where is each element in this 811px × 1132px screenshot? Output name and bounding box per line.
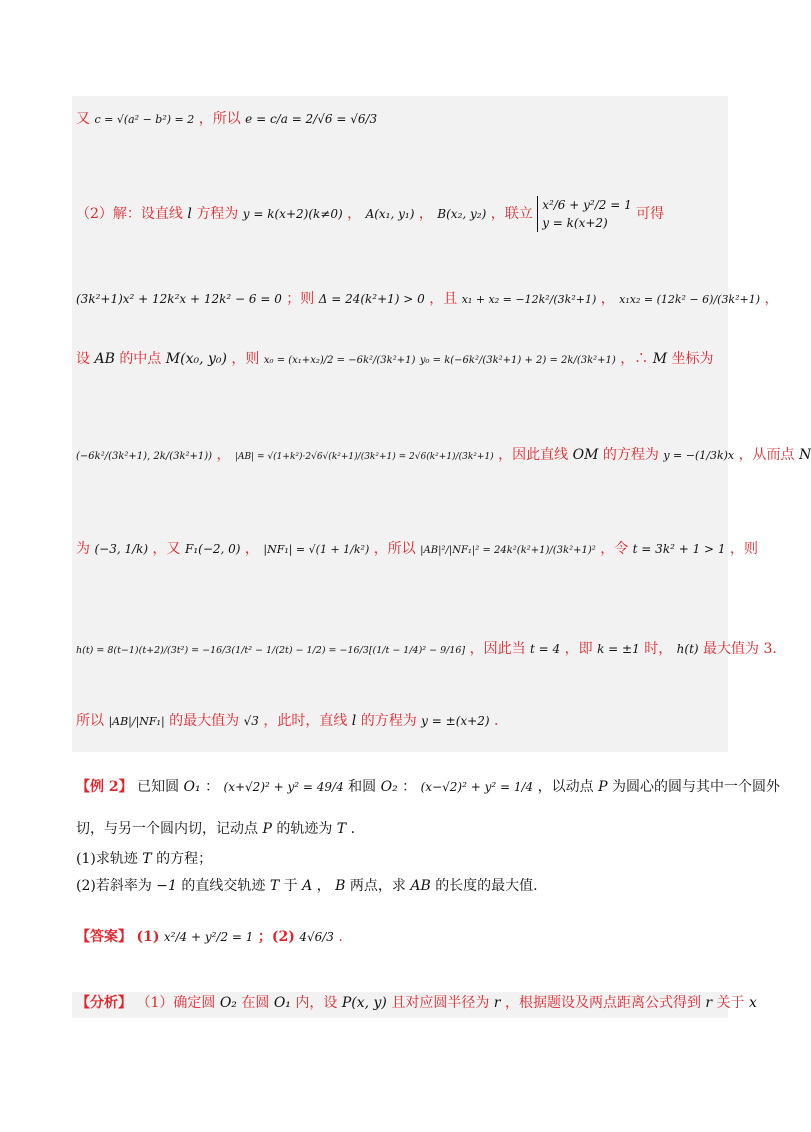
question-2 <box>76 877 734 895</box>
math-q2-AB: AB <box>410 878 431 894</box>
text-colon-2: ： <box>402 779 417 795</box>
text-q1-end: 的方程； <box>156 851 213 867</box>
math-final-eq: y = ±(x+2) <box>421 714 490 728</box>
text-and-circle: 和圆 <box>348 779 377 795</box>
math-ratio: |AB|²/|NF₁|² = 24k²(k²+1)/(3k²+1)² <box>420 545 596 556</box>
analysis-tag: 【分析】 <box>76 995 132 1011</box>
example-line-2 <box>76 820 734 838</box>
text-period: . <box>493 713 499 729</box>
math-q2-A: A <box>302 878 313 894</box>
math-q2-T: T <box>269 878 280 894</box>
answer-tag: 【答案】 <box>76 929 132 945</box>
text-here: ，此时，直线 <box>263 713 348 729</box>
math-circle-2: (x−√2)² + y² = 1/4 <box>420 780 534 794</box>
system-eq-1: x²/6 + y²/2 = 1 <box>542 198 632 212</box>
text-midpoint: 的中点 <box>119 351 162 367</box>
example-tag: 【例 2】 <box>76 779 133 795</box>
math-delta: Δ = 24(k²+1) > 0 <box>318 292 425 306</box>
math-eccentricity: e = c/a = 2/√6 = √6/3 <box>245 112 378 126</box>
math-q2-B: B <box>335 878 346 894</box>
example-line-1 <box>76 778 780 796</box>
math-an-x: x <box>749 995 757 1011</box>
math-F1: F₁(−2, 0) <box>185 542 241 556</box>
math-sqrt3: √3 <box>243 714 259 728</box>
text-an5: ，根据题设及两点距离公式得到 <box>504 995 701 1011</box>
math-y0: y₀ = k(−6k²/(3k²+1) + 2) = 2k/(3k²+1) <box>419 355 616 366</box>
math-answer-1: x²/4 + y²/2 = 1 <box>163 930 254 944</box>
math-T: T <box>336 821 347 837</box>
math-slope: −1 <box>156 878 177 894</box>
text-q2c: 于 <box>283 878 298 894</box>
text-let: 设 <box>76 351 90 367</box>
text-q2b: 的直线交轨迹 <box>181 878 266 894</box>
math-P: P <box>598 779 608 795</box>
math-l: l <box>187 206 192 222</box>
math-OM: OM <box>572 447 599 463</box>
text-colon: ： <box>205 779 220 795</box>
math-answer-2: 4√6/3 <box>299 930 334 944</box>
text-then-3: ，则 <box>729 541 758 557</box>
text-then-2: ，则 <box>231 351 260 367</box>
text-eq-of-2: 的方程为 <box>360 713 417 729</box>
text-an2: 在圆 <box>241 995 270 1011</box>
answer-line <box>76 928 734 946</box>
solution-om-line: (−6k²/(3k²+1), 2k/(3k²+1)) ， |AB| = √(1+k²)·2√6√(k²+1)/(3k²+1) = 2√6(k²+1)/(3k²+1) ，因此直线 OM 的方程为 y = −(1/3k)x ，从而点 N <box>76 447 811 463</box>
text-an6: 关于 <box>716 995 745 1011</box>
math-t: t = 3k² + 1 > 1 <box>632 542 726 556</box>
text-is: 为 <box>76 541 90 557</box>
math-quadratic: (3k²+1)x² + 12k²x + 12k² − 6 = 0 <box>76 292 282 306</box>
text-therefore: ，∴ <box>620 351 649 367</box>
math-line-eq: y = k(x+2)(k≠0) <box>242 207 343 221</box>
text-a1: (1) <box>136 929 160 945</box>
text-so-2: ，所以 <box>373 541 416 557</box>
solution-n-line: 为 (−3, 1/k) ，又 F₁(−2, 0) ， |NF₁| = √(1 + 1/k²) ，所以 |AB|²/|NF₁|² = 24k²(k²+1)/(3k²+1)² ，令 t = 3k² + 1 > 1 ，则 <box>76 541 758 557</box>
text-q2f: 的长度的最大值. <box>435 878 538 894</box>
solution-line-1 <box>76 110 734 129</box>
text-when: 时， <box>644 641 673 657</box>
text-comma-2: ， <box>418 206 433 222</box>
math-N-coord: (−3, 1/k) <box>94 542 149 556</box>
text-an3: 内，设 <box>295 995 338 1011</box>
math-NF1: |NF₁| = √(1 + 1/k²) <box>263 543 370 556</box>
text-also: ，又 <box>152 541 181 557</box>
text-q1: (1)求轨迹 <box>76 851 138 867</box>
text-again: 又 <box>76 111 90 127</box>
text-q2d: ， <box>316 878 331 894</box>
text-max-3: 最大值为 3. <box>703 641 777 657</box>
math-AB: AB <box>94 351 115 367</box>
text-yields: 可得 <box>636 206 665 222</box>
text-part2-prefix: （2）解：设直线 <box>76 206 183 222</box>
text-let-2: ，令 <box>600 541 629 557</box>
text-thus: 所以 <box>76 713 104 729</box>
math-l-2: l <box>351 713 357 729</box>
math-system <box>537 196 632 232</box>
math-an-O2: O₂ <box>219 995 237 1011</box>
text-comma-1: ， <box>347 206 362 222</box>
text-an4: 且对应圆半径为 <box>391 995 490 1011</box>
math-N: N <box>799 447 811 463</box>
math-t4: t = 4 <box>530 642 561 656</box>
text-eq-label: 方程为 <box>196 206 239 222</box>
text-so-line: ，因此直线 <box>498 447 569 463</box>
math-q1-T: T <box>142 851 152 867</box>
text-then: ；则 <box>286 291 315 307</box>
text-tangent: 为圆心的圆与其中一个圆外 <box>611 779 780 795</box>
math-an-r: r <box>493 995 501 1011</box>
math-point-B: B(x₂, y₂) <box>437 207 487 221</box>
analysis-line <box>76 994 757 1012</box>
math-an-r2: r <box>705 995 713 1011</box>
math-ratio-2: |AB|/|NF₁| <box>108 715 165 728</box>
math-P-2: P <box>262 821 272 837</box>
solution-last-line <box>76 712 734 731</box>
math-M-coord: (−6k²/(3k²+1), 2k/(3k²+1)) <box>76 451 213 462</box>
text-q2e: 两点，求 <box>349 878 406 894</box>
text-known: 已知圆 <box>137 779 180 795</box>
text-a-sep: ；(2) <box>257 929 295 945</box>
math-h: h(t) = 8(t−1)(t+2)/(3t²) = −16/3(1/t² − 1/(2t) − 1/2) = −16/3[(1/t − 1/4)² − 9/16] <box>76 645 466 656</box>
text-from: ，从而点 <box>738 447 795 463</box>
solution-part2-line <box>76 196 734 232</box>
text-ie: ，即 <box>564 641 593 657</box>
math-M: M(x₀, y₀) <box>165 351 227 367</box>
math-M2: M <box>652 351 668 367</box>
text-join: ，联立 <box>490 206 533 222</box>
math-an-O1: O₁ <box>273 995 291 1011</box>
solution-quadratic-line: (3k²+1)x² + 12k²x + 12k² − 6 = 0 ；则 Δ = 24(k²+1) > 0 ，且 x₁ + x₂ = −12k²/(3k²+1) ， x₁x₂ = (12k² − 6)/(3k²+1) ， <box>76 291 779 307</box>
text-moving-point: ，以动点 <box>537 779 594 795</box>
math-product: x₁x₂ = (12k² − 6)/(3k²+1) <box>619 293 761 306</box>
math-point-A: A(x₁, y₁) <box>365 207 415 221</box>
math-AB-length: |AB| = √(1+k²)·2√6√(k²+1)/(3k²+1) = 2√6(k²+1)/(3k²+1) <box>235 452 494 462</box>
system-eq-2: y = k(x+2) <box>542 216 608 230</box>
math-ht: h(t) <box>676 642 699 656</box>
text-q2: (2)若斜率为 <box>76 878 152 894</box>
math-circle-1: (x+√2)² + y² = 49/4 <box>223 780 344 794</box>
text-an1: （1）确定圆 <box>136 995 216 1011</box>
math-O1: O₁ <box>183 779 201 795</box>
text-a-end: . <box>338 929 343 945</box>
solution-midpoint-line <box>76 350 734 370</box>
text-period-2: . <box>350 821 356 837</box>
text-tangent-2: 切，与另一个圆内切，记动点 <box>76 821 258 837</box>
math-OM-eq: y = −(1/3k)x <box>663 449 735 462</box>
text-coord: 坐标为 <box>671 351 714 367</box>
text-locus: 的轨迹为 <box>276 821 333 837</box>
solution-h-line <box>76 640 777 660</box>
math-O2: O₂ <box>380 779 398 795</box>
text-eq-of: 的方程为 <box>602 447 659 463</box>
text-max: 的最大值为 <box>169 713 240 729</box>
text-so: ，所以 <box>198 111 241 127</box>
question-1 <box>76 850 734 868</box>
math-x0: x₀ = (x₁+x₂)/2 = −6k²/(3k²+1) <box>263 355 416 366</box>
math-k: k = ±1 <box>597 642 640 656</box>
math-c-value: c = √(a² − b²) = 2 <box>94 113 195 126</box>
text-and: ，且 <box>429 291 458 307</box>
text-hence: ，因此当 <box>469 641 526 657</box>
math-sum: x₁ + x₂ = −12k²/(3k²+1) <box>461 293 597 306</box>
math-an-P: P(x, y) <box>341 995 387 1011</box>
